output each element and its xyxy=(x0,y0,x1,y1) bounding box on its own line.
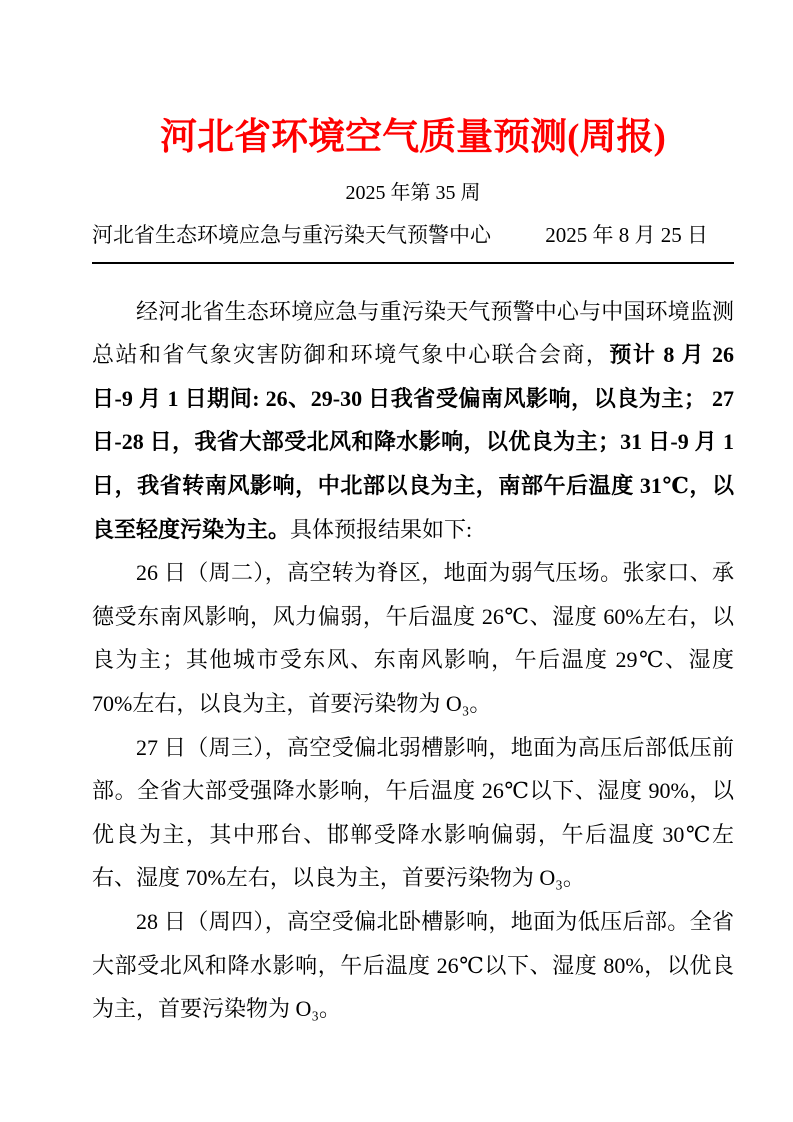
summary-tail-text: 具体预报结果如下: xyxy=(290,516,473,542)
publish-date: 2025 年 8 月 25 日 xyxy=(545,223,708,248)
paragraph-day26-forecast: 26 日（周二），高空转为脊区，地面为弱气压场。张家口、承德受东南风影响，风力偏弱，午后温度 26℃、湿度 60%左右，以良为主；其他城市受东风、东南风影响，午后温度 29℃、湿度 70%左右，以良为主，首要污染物为 O₃。 xyxy=(92,560,734,716)
summary-lead-text: 经河北省生态环境应急与重污染天气预警中心与中国环境监测总站和省气象灾害防御和环境气象中心联合会商， xyxy=(92,298,734,368)
week-subtitle: 2025 年第 35 周 xyxy=(345,182,481,205)
header-divider xyxy=(92,262,734,264)
summary-forecast-bold-text: 预计 8 月 26 日-9 月 1 日期间: 26、29-30 日我省受偏南风影响，以良为主； 27 日-28 日，我省大部受北风和降水影响，以优良为主；31 日-9 月 1 日，我省转南风影响，中北部以良为主，南部午后温度 31℃，以良至轻度污染为主。 xyxy=(92,342,734,542)
paragraph-day28-forecast: 28 日（周四），高空受偏北卧槽影响，地面为低压后部。全省大部受北风和降水影响，午后温度 26℃以下、湿度 80%，以优良为主，首要污染物为 O₃。 xyxy=(92,908,734,1022)
paragraph-day27-forecast: 27 日（周三），高空受偏北弱槽影响，地面为高压后部低压前部。全省大部受强降水影响，午后温度 26℃以下、湿度 90%，以优良为主，其中邢台、邯郸受降水影响偏弱，午后温度 30℃左右、湿度 70%左右，以良为主，首要污染物为 O₃。 xyxy=(92,734,734,891)
report-body xyxy=(92,290,734,1031)
page-title: 河北省环境空气质量预测(周报) xyxy=(160,117,666,158)
publisher-name: 河北省生态环境应急与重污染天气预警中心 xyxy=(92,223,491,248)
publisher-row xyxy=(92,222,734,248)
paragraph-forecast-summary xyxy=(92,290,734,552)
